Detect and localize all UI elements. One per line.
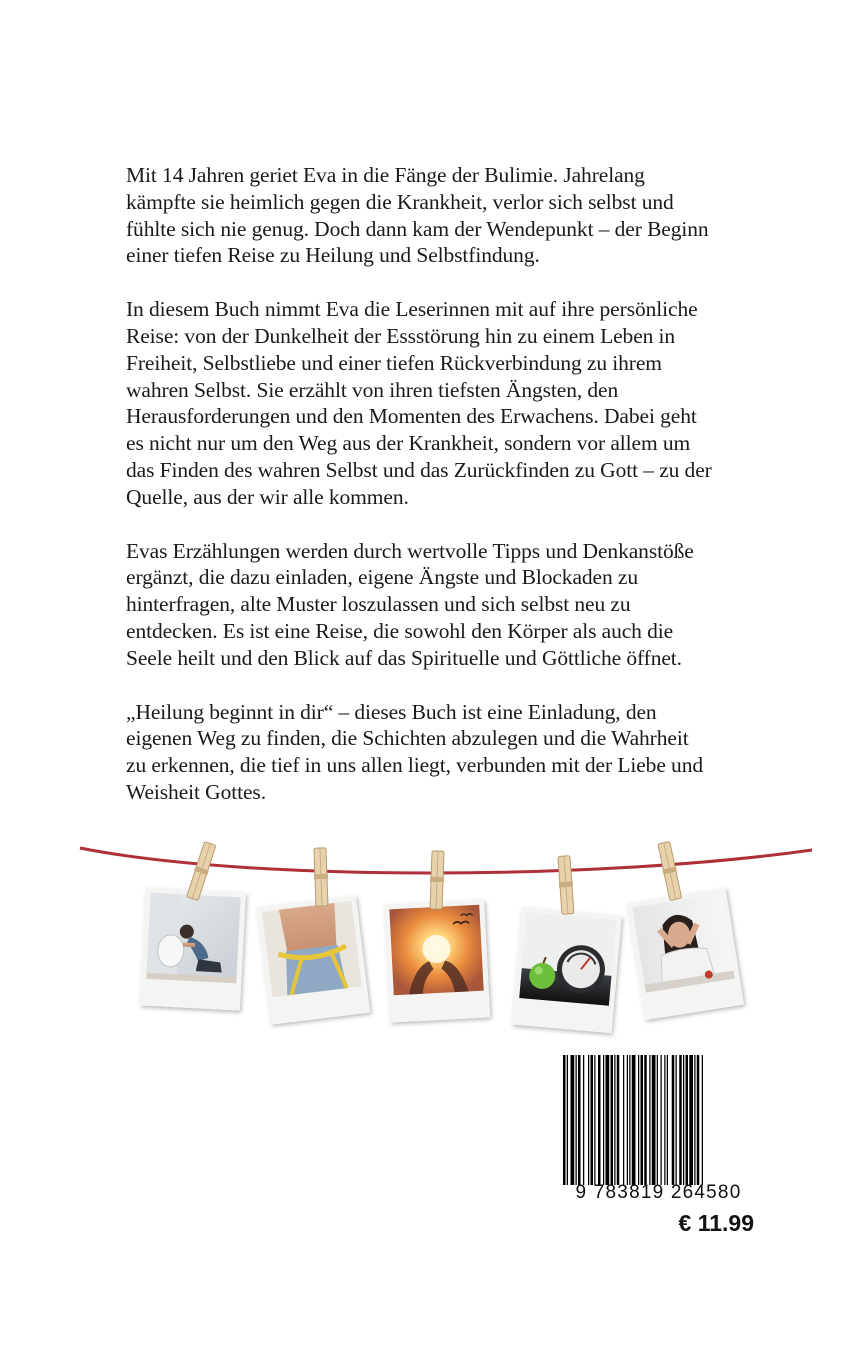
barcode-bar bbox=[614, 1055, 615, 1185]
barcode-bar bbox=[672, 1055, 675, 1185]
barcode-bar bbox=[576, 1055, 577, 1185]
clothespin-icon bbox=[429, 851, 445, 909]
clothesline-photos bbox=[0, 830, 850, 1050]
photo-distressed-woman bbox=[627, 888, 744, 1020]
clothespin-icon bbox=[557, 856, 575, 915]
blurb-line: Evas Erzählungen werden durch wertvolle Tipps und Denkanstöße bbox=[126, 538, 694, 563]
barcode-bars bbox=[562, 1055, 755, 1185]
blurb-line: Mit 14 Jahren geriet Eva in die Fänge der Bulimie. Jahrelang bbox=[126, 163, 645, 187]
barcode-bar bbox=[652, 1055, 656, 1185]
clothespin-icon bbox=[313, 848, 329, 906]
barcode-bar bbox=[623, 1055, 624, 1185]
blurb-line: Herausforderungen und den Momenten des Erwachens. Dabei geht bbox=[126, 404, 697, 429]
barcode-bar bbox=[676, 1055, 677, 1185]
isbn-number: 9 783819 264580 bbox=[575, 1182, 742, 1203]
blurb-line: Freiheit, Selbstliebe und einer tiefen Rückverbindung zu ihrem bbox=[126, 350, 662, 375]
barcode-bar bbox=[686, 1055, 689, 1185]
barcode-bar bbox=[649, 1055, 650, 1185]
blurb-line: zu erkennen, die tief in uns allen liegt, verbunden mit der Liebe und bbox=[126, 753, 703, 778]
blurb-line: kämpfte sie heimlich gegen die Krankheit, verlor sich selbst und bbox=[126, 189, 674, 214]
blurb-paragraph bbox=[126, 538, 786, 672]
barcode-bar bbox=[583, 1055, 584, 1185]
barcode-bar bbox=[578, 1055, 581, 1185]
blurb-paragraph bbox=[126, 699, 786, 806]
barcode-bar bbox=[627, 1055, 628, 1185]
barcode-bar bbox=[598, 1055, 601, 1185]
blurb-line: Weisheit Gottes. bbox=[126, 779, 266, 804]
blurb-line: Reise: von der Dunkelheit der Essstörung hin zu einem Leben in bbox=[126, 323, 676, 348]
clothespin-icon bbox=[657, 841, 683, 901]
photo-woman-kneeling bbox=[140, 887, 246, 1010]
barcode-bar bbox=[638, 1055, 639, 1185]
blurb-line: Quelle, aus der wir alle kommen. bbox=[126, 484, 409, 509]
barcode-bar bbox=[683, 1055, 684, 1185]
photo-measuring-tape-waist bbox=[256, 895, 370, 1024]
isbn-barcode bbox=[562, 1055, 755, 1211]
blurb-line: In diesem Buch nimmt Eva die Leserinnen mit auf ihre persönliche bbox=[126, 297, 698, 322]
barcode-bar bbox=[588, 1055, 589, 1185]
blurb-line: ergänzt, die dazu einladen, eigene Ängste und Blockaden zu bbox=[126, 565, 638, 590]
barcode-bar bbox=[679, 1055, 682, 1185]
blurb-line: es nicht nur um den Weg aus der Krankheit, sondern vor allem um bbox=[126, 431, 691, 456]
barcode-bar bbox=[667, 1055, 668, 1185]
barcode-bar bbox=[571, 1055, 575, 1185]
blurb-line: „Heilung beginnt in dir“ – dieses Buch ist eine Einladung, den bbox=[126, 699, 657, 724]
blurb-line: fühlte sich nie genug. Doch dann kam der Wendepunkt – der Beginn bbox=[126, 216, 709, 241]
barcode-bar bbox=[632, 1055, 636, 1185]
barcode-bar bbox=[611, 1055, 614, 1185]
photo-apple-and-scale bbox=[512, 907, 622, 1033]
barcode-bar bbox=[594, 1055, 595, 1185]
red-string bbox=[80, 848, 812, 873]
barcode-bar bbox=[563, 1055, 566, 1185]
blurb-line: eigenen Weg zu finden, die Schichten abzulegen und die Wahrheit bbox=[126, 726, 689, 751]
barcode-bar bbox=[591, 1055, 594, 1185]
barcode-bar bbox=[657, 1055, 658, 1185]
blurb-line: wahren Selbst. Sie erzählt von ihren tiefsten Ängsten, den bbox=[126, 377, 619, 402]
blurb-line: Seele heilt und den Blick auf das Spirituelle und Göttliche öffnet. bbox=[126, 645, 682, 670]
blurb-paragraph bbox=[126, 162, 786, 269]
barcode-bar bbox=[644, 1055, 647, 1185]
barcode-bar bbox=[702, 1055, 703, 1185]
barcode-bar bbox=[694, 1055, 695, 1185]
barcode-bar bbox=[697, 1055, 700, 1185]
blurb-line: einer tiefen Reise zu Heilung und Selbstfindung. bbox=[126, 243, 540, 268]
price-label: € 11.99 bbox=[678, 1210, 754, 1236]
photo-glowing-hands-sunset bbox=[384, 899, 490, 1022]
barcode-bar bbox=[617, 1055, 620, 1185]
barcode-bar bbox=[629, 1055, 630, 1185]
blurb-line: hinterfragen, alte Muster loszulassen und sich selbst neu zu bbox=[126, 592, 631, 617]
blurb-paragraph bbox=[126, 296, 786, 510]
barcode-bar bbox=[567, 1055, 568, 1185]
barcode-bar bbox=[689, 1055, 693, 1185]
blurb-line: entdecken. Es ist eine Reise, die sowohl den Körper als auch die bbox=[126, 618, 674, 643]
back-cover-blurb bbox=[126, 162, 786, 833]
barcode-bar bbox=[603, 1055, 604, 1185]
barcode-bar bbox=[661, 1055, 662, 1185]
barcode-bar bbox=[606, 1055, 610, 1185]
barcode-bar bbox=[641, 1055, 644, 1185]
blurb-line: das Finden des wahren Selbst und das Zurückfinden zu Gott – zu der bbox=[126, 457, 712, 482]
barcode-bar bbox=[664, 1055, 665, 1185]
